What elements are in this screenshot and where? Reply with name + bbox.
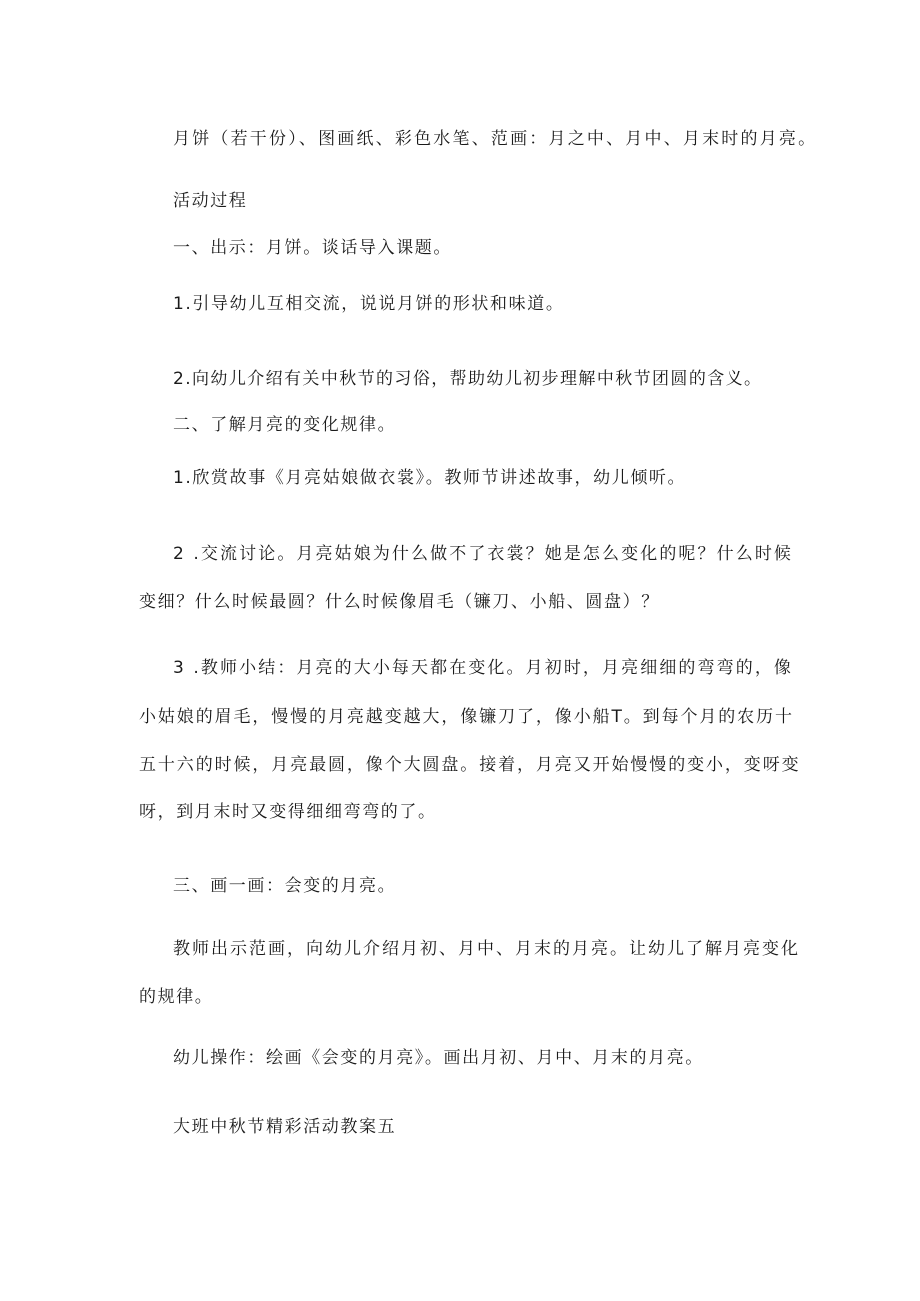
section3-para1-line2: 的规律。 [139,987,214,1007]
next-lesson-title: 大班中秋节精彩活动教案五 [173,1117,397,1137]
section2-item3-line3: 五十六的时候，月亮最圆，像个大圆盘。接着，月亮又开始慢慢的变小，变呀变 [139,755,801,775]
section3-para1-line1: 教师出示范画，向幼儿介绍月初、月中、月末的月亮。让幼儿了解月亮变化 [173,939,800,959]
section2-item2-line2: 变细？什么时候最圆？什么时候像眉毛（镰刀、小船、圆盘）？ [139,592,660,612]
section1-title: 一、出示：月饼。谈话导入课题。 [173,238,452,258]
section3-para2: 幼儿操作：绘画《会变的月亮》。画出月初、月中、月末的月亮。 [173,1048,704,1068]
section2-title: 二、了解月亮的变化规律。 [173,415,397,435]
section2-item3-line4: 呀，到月末时又变得细细弯弯的了。 [139,802,437,822]
materials-line: 月饼（若干份）、图画纸、彩色水笔、范画：月之中、月中、月末时的月亮。 [173,129,818,149]
section2-item3-line1: 3 .教师小结：月亮的大小每天都在变化。月初时，月亮细细的弯弯的，像 [173,658,794,678]
section2-item3-line2: 小姑娘的眉毛，慢慢的月亮越变越大，像镰刀了，像小船T。到每个月的农历十 [139,707,794,727]
section2-item2-line1: 2 .交流讨论。月亮姑娘为什么做不了衣裳？她是怎么变化的呢？什么时候 [173,544,794,564]
section2-item1: 1.欣赏故事《月亮姑娘做衣裳》。教师节讲述故事，幼儿倾听。 [173,468,687,488]
process-heading: 活动过程 [173,191,248,211]
section3-title: 三、画一画：会变的月亮。 [173,876,397,896]
section1-item2: 2.向幼儿介绍有关中秋节的习俗，帮助幼儿初步理解中秋节团圆的含义。 [173,369,763,389]
section1-item1: 1.引导幼儿互相交流，说说月饼的形状和味道。 [173,294,565,314]
